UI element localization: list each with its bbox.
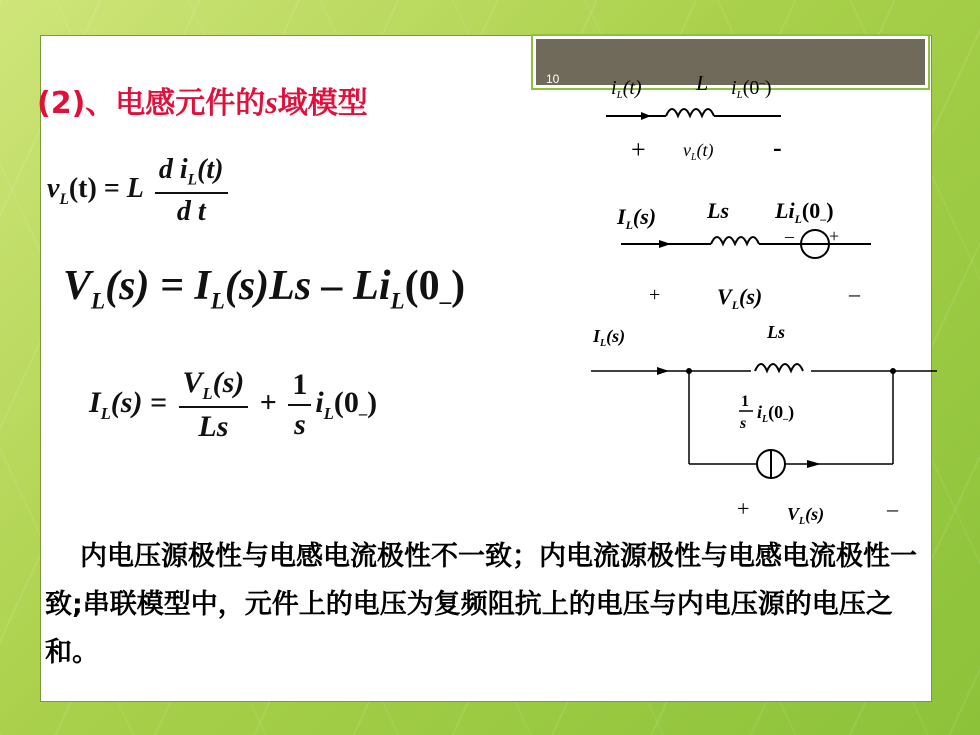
svg-text:vL(t): $v_L(t)$	[683, 140, 714, 163]
slide-title	[37, 78, 368, 122]
time-domain-inductor	[606, 76, 782, 164]
svg-text:–: –	[849, 281, 860, 306]
inductor-coil-icon	[711, 237, 759, 244]
current-arrow-icon	[659, 240, 671, 248]
inductor-coil-icon	[666, 109, 714, 116]
svg-text:IL(s): $I_L(s)$	[617, 204, 657, 232]
svg-text:Ls: Ls	[707, 198, 729, 223]
svg-text:-: -	[773, 133, 782, 162]
svg-text:Ls: Ls	[767, 322, 785, 342]
title-var: s	[265, 84, 278, 120]
svg-text:VL(s): $V_L(s)$	[717, 284, 763, 312]
equation-time-domain: $v_L(t) = L$ $\frac{d i_L(t)}{\text{d t}}$	[47, 154, 232, 228]
current-arrow-icon	[807, 460, 821, 468]
svg-text:VL(s): $V_L(s)$	[787, 504, 825, 527]
circuit-diagrams	[571, 76, 941, 546]
svg-text:+: +	[737, 496, 750, 521]
parallel-model	[591, 322, 937, 527]
svg-text:iL(0–): $i_L(0_-)$	[757, 402, 795, 425]
equation-s-domain-current: $I_L(s)$ = $\frac{V_L(s)}{Ls}$ + $\frac{1}{s}$ $i_L(0_-)$	[89, 366, 378, 443]
svg-text:s: s	[740, 415, 747, 432]
svg-text:–: –	[785, 226, 794, 246]
svg-text:L: L	[696, 76, 709, 95]
title-prefix: (2)、电感元件的	[37, 86, 266, 121]
svg-text:1: 1	[741, 393, 749, 410]
svg-text:iL(t): $i_L(t)$	[611, 77, 642, 101]
title-suffix: 域模型	[277, 86, 368, 121]
svg-text:+: +	[631, 135, 646, 164]
svg-text:+: +	[649, 284, 661, 306]
series-model	[616, 198, 871, 312]
svg-text:+: +	[829, 226, 840, 246]
explanation-paragraph: 内电压源极性与电感电流极性不一致；内电流源极性与电感电流极性一致;串联模型中，元件上的电压为复频阻抗上的电压与内电压源的电压之和。	[45, 541, 917, 668]
slide-canvas	[37, 35, 932, 702]
svg-text:IL(s): $I_L(s)$	[593, 326, 626, 349]
svg-text:iL(0–): $i_L(0^-)$	[731, 77, 772, 101]
current-arrow-icon	[641, 112, 651, 120]
equation-fraction: $\frac{d i_L(t)}{\text{d t}}$	[155, 154, 228, 228]
equation-s-domain-voltage: $V_L(s) = I_L(s)Ls - Li_L(0_-)$	[63, 263, 466, 314]
page-number: 10	[546, 72, 560, 86]
svg-text:–: –	[887, 496, 898, 521]
svg-text:LiL(0–): $Li_L(0_-)$	[775, 198, 834, 226]
current-arrow-icon	[657, 367, 669, 375]
